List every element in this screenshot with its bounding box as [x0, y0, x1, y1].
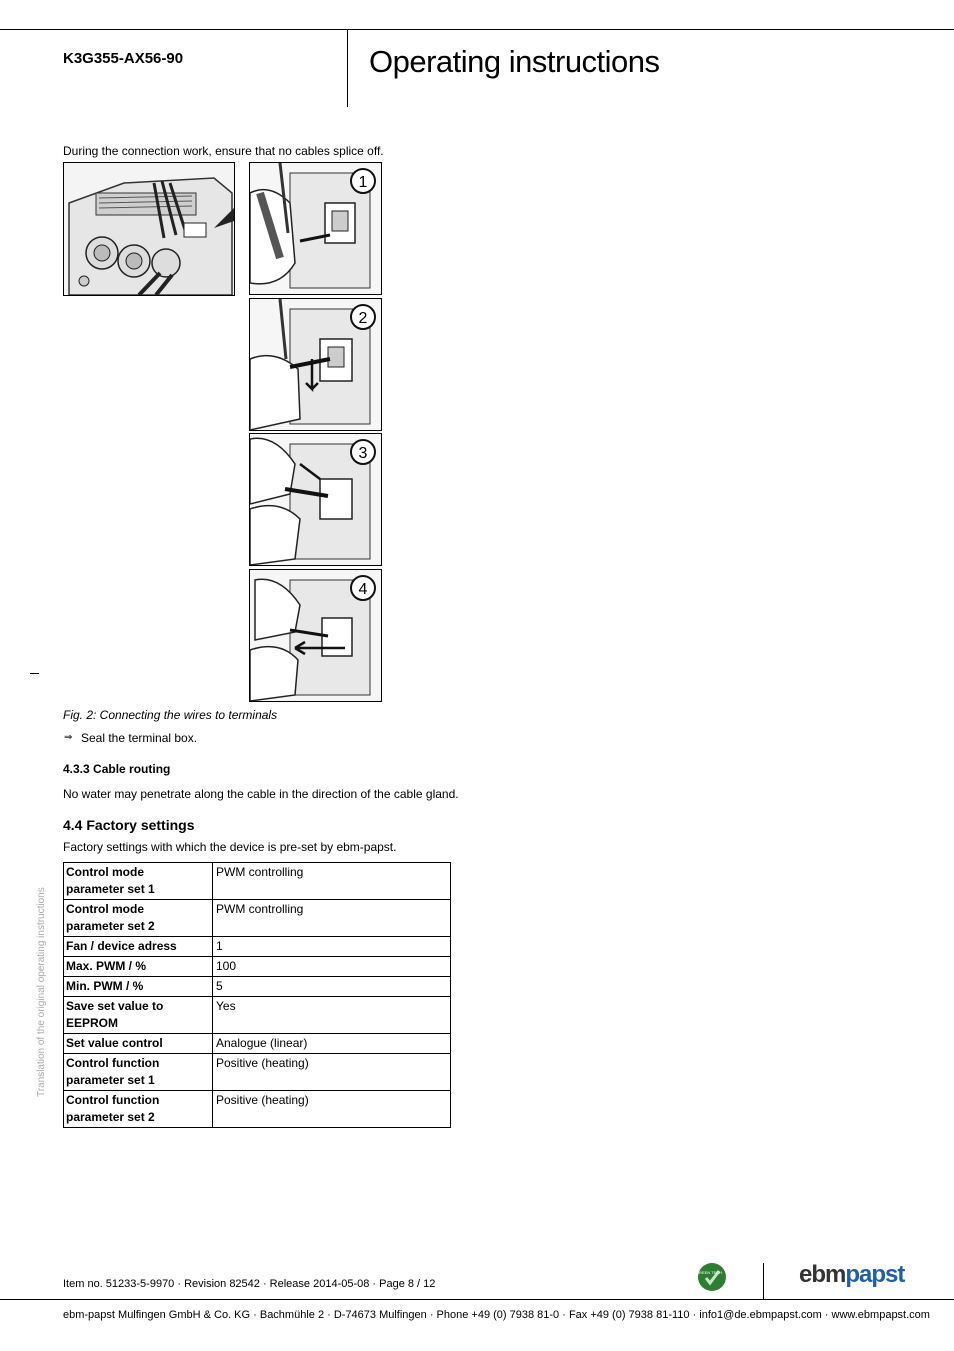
model-number: K3G355-AX56-90 [63, 50, 184, 67]
setting-value: 100 [213, 957, 451, 977]
header-top-rule [0, 29, 954, 30]
setting-key: Fan / device adress [64, 937, 213, 957]
step-4-image [249, 569, 382, 702]
setting-value: Analogue (linear) [213, 1034, 451, 1054]
green-tech-badge-icon [697, 1262, 727, 1292]
figure-caption: Fig. 2: Connecting the wires to terminals [63, 708, 278, 722]
factory-settings-text: Factory settings with which the device is pre-set by ebm-papst. [63, 840, 397, 854]
factory-settings-table [63, 862, 451, 1128]
margin-tick [30, 673, 39, 674]
setting-value: 1 [213, 937, 451, 957]
step-1-image [249, 162, 382, 295]
intro-text: During the connection work, ensure that no cables splice off. [63, 144, 384, 158]
translation-note: Translation of the original operating instructions [36, 887, 47, 1097]
footer-rule [0, 1299, 954, 1300]
table-row [64, 900, 451, 937]
setting-value: Positive (heating) [213, 1091, 451, 1128]
setting-key: Set value control [64, 1034, 213, 1054]
setting-value: Yes [213, 997, 451, 1034]
setting-value: Positive (heating) [213, 1054, 451, 1091]
setting-key: Control mode parameter set 1 [64, 863, 213, 900]
step-4-label: 4 [358, 581, 368, 598]
header-divider [347, 29, 348, 107]
setting-key: Max. PWM / % [64, 957, 213, 977]
setting-key: Save set value to EEPROM [64, 997, 213, 1034]
table-row [64, 977, 451, 997]
table-row [64, 1054, 451, 1091]
table-row [64, 1034, 451, 1054]
setting-key: Control mode parameter set 2 [64, 900, 213, 937]
table-row [64, 957, 451, 977]
table-row [64, 937, 451, 957]
table-row [64, 997, 451, 1034]
table-row [64, 1091, 451, 1128]
setting-value: PWM controlling [213, 863, 451, 900]
setting-value: PWM controlling [213, 900, 451, 937]
ebm-papst-logo: ebmpapst [799, 1261, 905, 1288]
setting-value: 5 [213, 977, 451, 997]
step-2-label: 2 [358, 310, 368, 327]
footer-logo-divider [763, 1263, 764, 1299]
cable-routing-heading: 4.3.3 Cable routing [63, 762, 171, 776]
bullet-text: Seal the terminal box. [81, 731, 198, 745]
bullet-arrow-icon: ⇒ [64, 732, 73, 743]
setting-key: Min. PWM / % [64, 977, 213, 997]
page-title: Operating instructions [369, 44, 660, 79]
footer-item-info: Item no. 51233-5-9970 · Revision 82542 · Release 2014-05-08 · Page 8 / 12 [63, 1278, 436, 1290]
footer-address: ebm-papst Mulfingen GmbH & Co. KG · Bachmühle 2 · D-74673 Mulfingen · Phone +49 (0) 7938 81-0 · Fax +49 (0) 7938 81-110 · info1@de.ebmpapst.com · www.ebmpapst.com [63, 1309, 930, 1321]
svg-text:GREEN TECH: GREEN TECH [697, 1270, 723, 1275]
step-1-label: 1 [358, 174, 368, 191]
step-2-image [249, 298, 382, 431]
setting-key: Control function parameter set 2 [64, 1091, 213, 1128]
setting-key: Control function parameter set 1 [64, 1054, 213, 1091]
table-row [64, 863, 451, 900]
factory-settings-heading: 4.4 Factory settings [63, 817, 195, 833]
step-3-image [249, 433, 382, 566]
cable-routing-text: No water may penetrate along the cable in the direction of the cable gland. [63, 787, 459, 801]
terminal-box-overview-image [63, 162, 235, 296]
step-3-label: 3 [358, 445, 368, 462]
